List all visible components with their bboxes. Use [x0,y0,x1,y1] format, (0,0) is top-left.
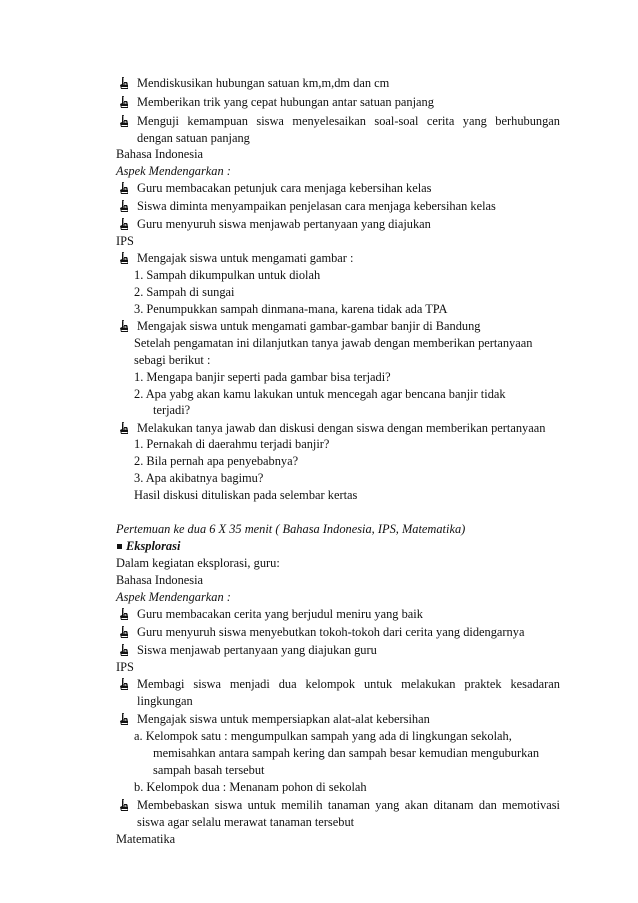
text-line-content: Guru membacakan cerita yang berjudul meniru yang baik [137,607,423,621]
text-line [137,606,423,622]
text-line [137,318,481,334]
text-line-content: 1. Sampah dikumpulkan untuk diolah [134,268,321,282]
text-line-content: IPS [116,234,134,248]
text-line [137,711,430,727]
text-line [137,642,377,658]
text-line [137,624,524,640]
text-line [137,75,389,91]
text-line-content: 2. Sampah di sungai [134,285,235,299]
text-line [134,267,320,283]
text-line-content: Siswa menjawab pertanyaan yang diajukan guru [137,643,377,657]
text-line [137,113,560,129]
text-line-content: Dalam kegiatan eksplorasi, guru: [116,556,280,570]
pointing-hand-icon [119,95,129,109]
text-line-content: Mengajak siswa untuk mengamati gambar-gambar banjir di Bandung [137,319,481,333]
text-line-content: Aspek Mendengarkan : [116,164,231,178]
text-line [137,797,560,813]
text-line-content: 2. Bila pernah apa penyebabnya? [134,454,299,468]
text-line [134,369,391,385]
text-line [116,589,231,605]
text-line-content: Memberikan trik yang cepat hubungan antar satuan panjang [137,95,434,109]
text-line-content: memisahkan antara sampah kering dan sampah besar kemudian menguburkan [153,746,540,760]
text-line [137,814,354,830]
text-line [116,521,465,537]
text-line-content: Menguji kemampuan siswa menyelesaikan soal-soal cerita yang berhubungan [137,114,560,128]
pointing-hand-icon [119,199,129,213]
text-line [134,779,367,795]
text-line-content: 1. Mengapa banjir seperti pada gambar bisa terjadi? [134,370,391,384]
text-line [137,420,545,436]
pointing-hand-icon [119,76,129,90]
text-line [153,745,539,761]
text-line-content: Guru membacakan petunjuk cara menjaga kebersihan kelas [137,181,432,195]
text-line [134,453,298,469]
text-line-content: Mengajak siswa untuk mengamati gambar : [137,251,354,265]
text-line [137,676,560,692]
text-line-content: Guru menyuruh siswa menjawab pertanyaan yang diajukan [137,217,431,231]
pointing-hand-icon [119,712,129,726]
text-line [134,728,512,744]
text-line-content: Bahasa Indonesia [116,147,204,161]
text-line [116,572,203,588]
text-line-content: b. Kelompok dua : Menanam pohon di sekolah [134,780,367,794]
text-line [116,538,180,554]
text-line [137,130,250,146]
text-line [153,402,190,418]
text-line-content: Hasil diskusi dituliskan pada selembar kertas [134,488,358,502]
text-line-content: IPS [116,660,134,674]
text-line [137,94,434,110]
text-line-content: Eksplorasi [126,539,181,553]
text-line [153,762,264,778]
text-line-content: Bahasa Indonesia [116,573,204,587]
text-line-content: Setelah pengamatan ini dilanjutkan tanya jawab dengan memberikan pertanyaan [134,336,533,350]
text-line [116,659,134,675]
pointing-hand-icon [119,643,129,657]
text-line [134,436,329,452]
text-line [134,386,506,402]
text-line-content: a. Kelompok satu : mengumpulkan sampah yang ada di lingkungan sekolah, [134,729,512,743]
text-line-content: Membebaskan siswa untuk memilih tanaman yang akan ditanam dan memotivasi [137,798,560,812]
text-line [134,284,235,300]
text-line-content: Matematika [116,832,176,846]
text-line-content: terjadi? [153,403,191,417]
text-line [137,216,431,232]
text-line [134,352,210,368]
text-line [116,163,231,179]
text-line-content: sampah basah tersebut [153,763,265,777]
text-line [137,198,496,214]
text-line-content: 3. Penumpukkan sampah dinmana-mana, karena tidak ada TPA [134,302,448,316]
pointing-hand-icon [119,114,129,128]
text-line [116,555,280,571]
pointing-hand-icon [119,607,129,621]
pointing-hand-icon [119,421,129,435]
text-line [116,146,203,162]
text-line [137,180,432,196]
square-bullet-icon [117,544,122,549]
pointing-hand-icon [119,181,129,195]
text-line-content: siswa agar selalu merawat tanaman tersebut [137,815,355,829]
text-line [134,301,447,317]
text-line-content: Pertemuan ke dua 6 X 35 menit ( Bahasa Indonesia, IPS, Matematika) [116,522,466,536]
text-line [134,487,357,503]
text-line [134,470,263,486]
text-line [116,831,175,847]
pointing-hand-icon [119,251,129,265]
text-line-content: 1. Pernakah di daerahmu terjadi banjir? [134,437,330,451]
text-line-content: dengan satuan panjang [137,131,250,145]
text-line [116,233,134,249]
pointing-hand-icon [119,677,129,691]
text-line-content: Siswa diminta menyampaikan penjelasan cara menjaga kebersihan kelas [137,199,496,213]
pointing-hand-icon [119,217,129,231]
text-line [134,335,532,351]
text-line-content: Membagi siswa menjadi dua kelompok untuk melakukan praktek kesadaran [137,677,560,691]
pointing-hand-icon [119,798,129,812]
pointing-hand-icon [119,319,129,333]
text-line-content: Guru menyuruh siswa menyebutkan tokoh-tokoh dari cerita yang didengarnya [137,625,525,639]
text-line-content: 2. Apa yabg akan kamu lakukan untuk mencegah agar bencana banjir tidak [134,387,506,401]
text-line [137,693,193,709]
text-line-content: 3. Apa akibatnya bagimu? [134,471,264,485]
text-line [137,250,353,266]
pointing-hand-icon [119,625,129,639]
text-line-content: lingkungan [137,694,193,708]
text-line-content: Mengajak siswa untuk mempersiapkan alat-alat kebersihan [137,712,430,726]
text-line-content: sebagi berikut : [134,353,211,367]
text-line-content: Aspek Mendengarkan : [116,590,231,604]
text-line-content: Mendiskusikan hubungan satuan km,m,dm dan cm [137,76,390,90]
text-line-content: Melakukan tanya jawab dan diskusi dengan siswa dengan memberikan pertanyaan [137,421,546,435]
